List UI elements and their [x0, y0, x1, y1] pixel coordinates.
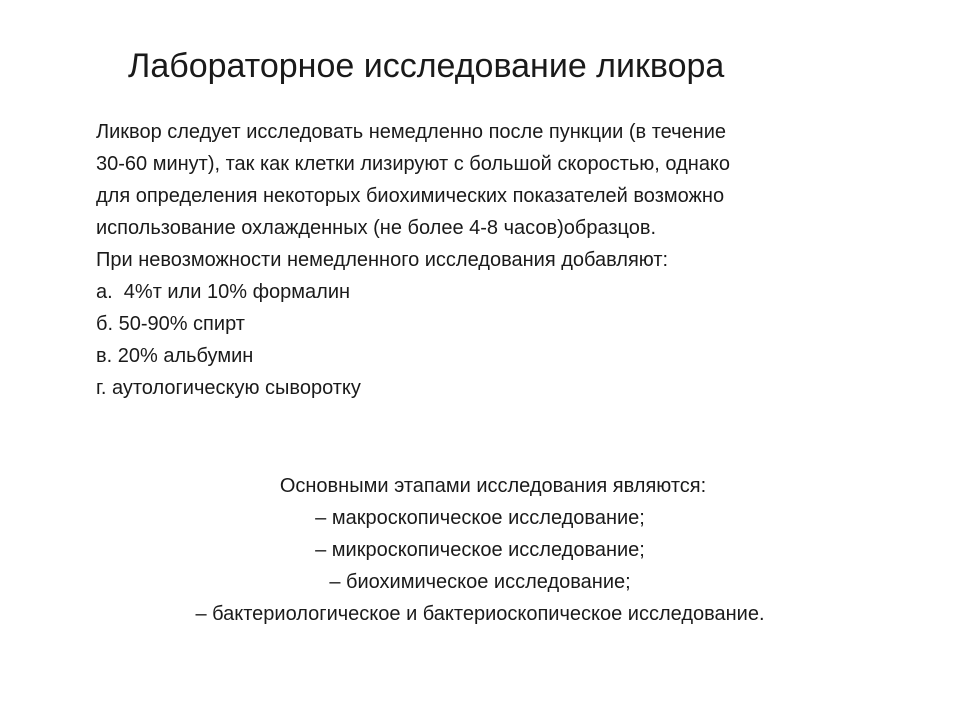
- additive-item: а. 4%т или 10% формалин: [96, 281, 351, 303]
- stages-block: [0, 470, 960, 630]
- additives-list: [96, 276, 896, 404]
- intro-line: для определения некоторых биохимических показателей возможно: [96, 185, 725, 207]
- additives-intro: При невозможности немедленного исследования добавляют:: [96, 249, 669, 271]
- additive-item: в. 20% альбумин: [96, 345, 254, 367]
- stage-item: – макроскопическое исследование;: [315, 507, 645, 529]
- intro-line: Ликвор следует исследовать немедленно после пункции (в течение: [96, 121, 726, 143]
- intro-line: использование охлажденных (не более 4-8 часов)образцов.: [96, 217, 657, 239]
- intro-paragraph: [96, 116, 886, 244]
- slide-title: Лабораторное исследование ликвора: [128, 47, 725, 85]
- additive-item: г. аутологическую сыворотку: [96, 377, 361, 399]
- stage-item: – бактериологическое и бактериоскопическое исследование.: [195, 603, 765, 625]
- slide-body: [96, 116, 896, 404]
- intro-line: 30-60 минут), так как клетки лизируют с большой скоростью, однако: [96, 153, 731, 175]
- stage-item: – биохимическое исследование;: [329, 571, 631, 593]
- additive-item: б. 50-90% спирт: [96, 313, 245, 335]
- stages-heading: Основными этапами исследования являются:: [279, 475, 707, 497]
- stage-item: – микроскопическое исследование;: [315, 539, 645, 561]
